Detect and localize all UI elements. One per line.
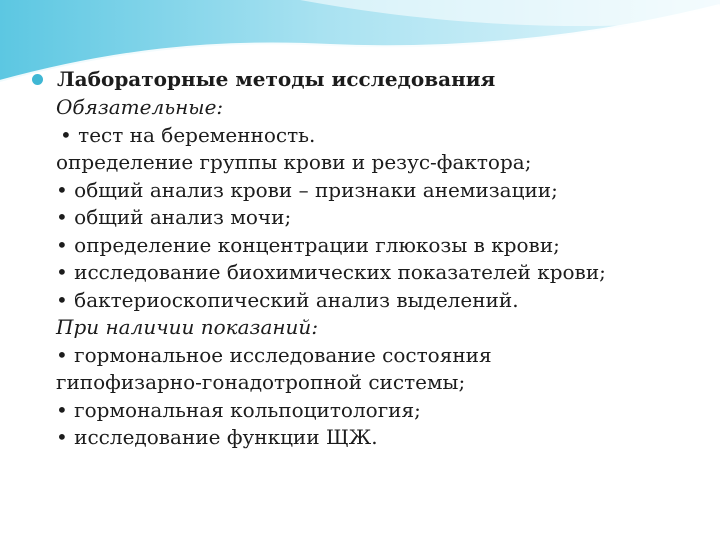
list-item: • определение концентрации глюкозы в крови; [56,232,560,257]
section-label-required: Обязательные: [56,95,224,119]
list-item: • гормональное исследование состояния [56,342,492,367]
content-lines [32,94,712,452]
bullet-dot-icon [32,74,43,85]
list-item: • гормональная кольпоцитология; [56,397,421,422]
list-item: определение группы крови и резус-фактора; [56,150,532,174]
slide-heading: Лабораторные методы исследования [57,67,496,91]
list-item: • исследование биохимических показателей крови; [56,260,606,284]
list-item: • исследование функции ЩЖ. [56,425,378,449]
list-item: • бактериоскопический анализ выделений. [56,287,519,312]
section-label-indications: При наличии показаний: [56,315,319,339]
list-item: • общий анализ мочи; [56,205,292,229]
heading-row [32,64,712,94]
list-item: • общий анализ крови – признаки анемизации; [56,177,558,202]
list-item: • тест на беременность. [60,122,316,147]
list-item-continuation: гипофизарно-гонадотропной системы; [56,370,466,394]
slide-body [32,64,712,452]
